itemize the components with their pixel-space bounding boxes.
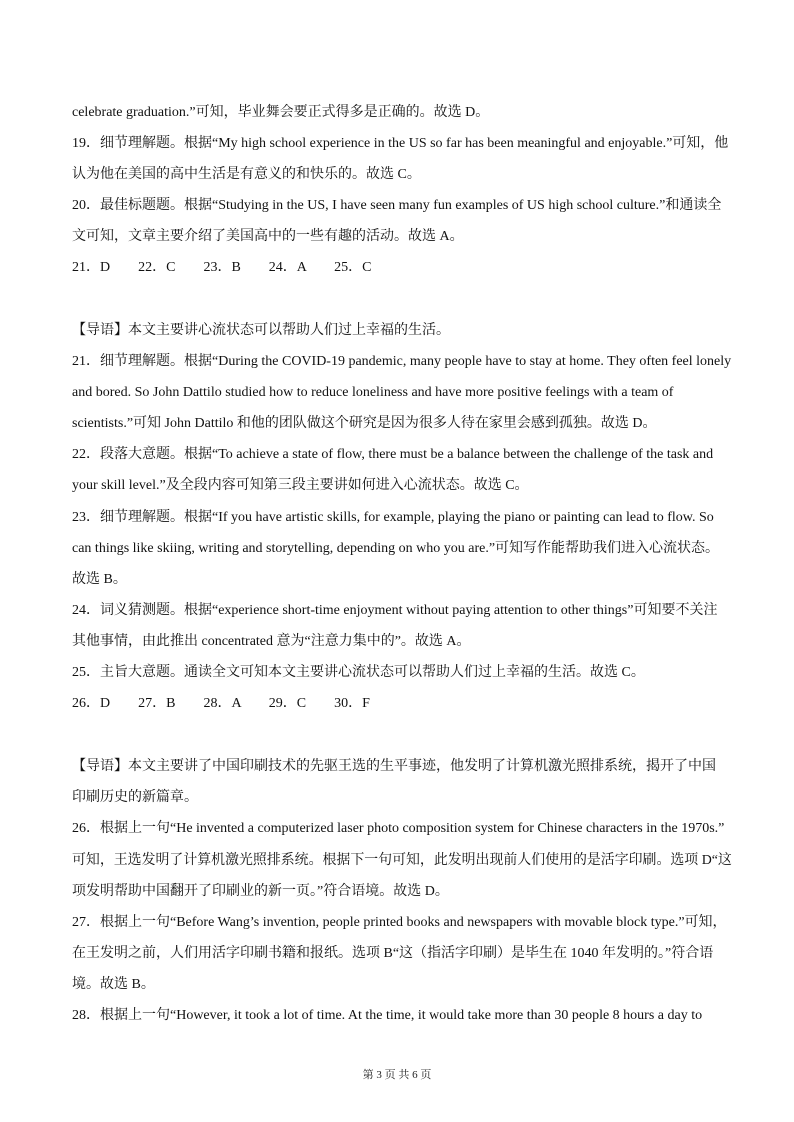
text-line-q24: 24．词义猜测题。根据“experience short-time enjoyment without paying attention to other things”可知要不关注 <box>72 603 718 618</box>
text-line-q28: 28．根据上一句“However, it took a lot of time. At the time, it would take more than 30 people 8 hours a day to <box>72 1008 703 1023</box>
text-line-q22: 22．段落大意题。根据“To achieve a state of flow, there must be a balance between the challenge of the task and <box>72 447 714 462</box>
text-line-q20: 20．最佳标题题。根据“Studying in the US, I have seen many fun examples of US high school culture.”和通读全 <box>72 198 722 213</box>
guide-intro-flow: 【导语】本文主要讲心流状态可以帮助人们过上幸福的生活。 <box>72 323 450 338</box>
text-line-q20-cont: 文可知，文章主要介绍了美国高中的一些有趣的活动。故选 A。 <box>72 229 464 244</box>
text-line-q21-cont2: scientists.”可知 John Dattilo 和他的团队做这个研究是因为很多人待在家里会感到孤独。故选 D。 <box>72 416 657 431</box>
text-line-q26-cont1: 可知，王选发明了计算机激光照排系统。根据下一句可知，此发明出现前人们使用的是活字印刷。选项 D“这 <box>72 853 732 868</box>
text-line-q21: 21．细节理解题。根据“During the COVID-19 pandemic, many people have to stay at home. They often feel lonely <box>72 354 732 369</box>
answer-key-21-25: 21．D 22．C 23．B 24．A 25．C <box>72 260 372 275</box>
text-line-q25: 25．主旨大意题。通读全文可知本文主要讲心流状态可以帮助人们过上幸福的生活。故选 C。 <box>72 665 645 680</box>
text-line-q27: 27．根据上一句“Before Wang’s invention, people printed books and newspapers with movable block type.”可知， <box>72 915 727 930</box>
text-line-q19-cont: 认为他在美国的高中生活是有意义的和快乐的。故选 C。 <box>72 167 421 182</box>
page-number-footer: 第 3 页 共 6 页 <box>362 1069 432 1081</box>
text-line-q19: 19．细节理解题。根据“My high school experience in the US so far has been meaningful and enjoyable.”可知，他 <box>72 136 729 151</box>
text-line-q27-cont2: 境。故选 B。 <box>72 977 155 992</box>
text-line-q27-cont1: 在王发明之前，人们用活字印刷书籍和报纸。选项 B“这（指活字印刷）是毕生在 1040 年发明的。”符合语 <box>72 946 714 961</box>
text-line-q23-cont1: can things like skiing, writing and storytelling, depending on who you are.”可知写作能帮助我们进入心流状态。 <box>72 541 720 556</box>
text-line-q22-cont: your skill level.”及全段内容可知第三段主要讲如何进入心流状态。故选 C。 <box>72 478 529 493</box>
text-line-q23-cont2: 故选 B。 <box>72 572 127 587</box>
text-line-q21-cont1: and bored. So John Dattilo studied how to reduce loneliness and have more positive feelings with a team of <box>72 385 674 400</box>
guide-intro-wang-xuan: 【导语】本文主要讲了中国印刷技术的先驱王选的生平事迹，他发明了计算机激光照排系统，揭开了中国 <box>72 759 716 774</box>
guide-intro-wang-xuan-cont: 印刷历史的新篇章。 <box>72 790 198 805</box>
text-line-q23: 23．细节理解题。根据“If you have artistic skills, for example, playing the piano or painting can lead to flow. So <box>72 510 714 525</box>
text-line-q24-cont: 其他事情，由此推出 concentrated 意为“注意力集中的”。故选 A。 <box>72 634 471 649</box>
text-line-celebrate: celebrate graduation.”可知，毕业舞会要正式得多是正确的。故选 D。 <box>72 105 490 120</box>
text-line-q26-cont2: 项发明帮助中国翻开了印刷业的新一页。”符合语境。故选 D。 <box>72 884 449 899</box>
answer-key-26-30: 26．D 27．B 28．A 29．C 30．F <box>72 696 370 711</box>
text-line-q26: 26．根据上一句“He invented a computerized laser photo composition system for Chinese characters in the 1970s.” <box>72 821 725 836</box>
